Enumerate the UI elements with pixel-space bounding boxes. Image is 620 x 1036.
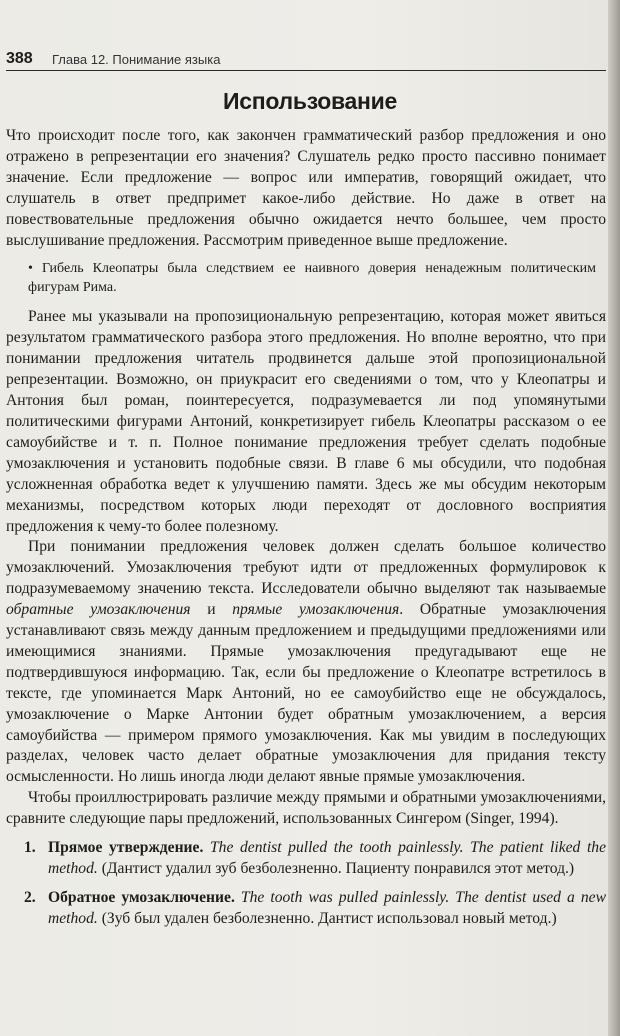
paragraph-propositional: Ранее мы указывали на пропозициональную репрезентацию, которая может явиться результатом грамматического разбора этого предложения. Но вполне вероятно, что при понимании предложения читатель продвинется дальше этой пропозициональной репрезентации. Возможно, он приукрасит его сведениями о том, что у Клеопатры и Антония был роман, поинтересуется, подразумевается ли под упомянутыми политическими фигурами Антоний, конкретизирует гибель Клеопатры рассказом о ее самоубийстве и т. п. Полное понимание предложения требует сделать подобные умозаключения и установить подобные связи. В главе 6 мы обсудили, что подобная усложненная обработка ведет к улучшению памяти. Здесь же мы обсудим некоторым механизмы, посредством которых люди переходят от дословного восприятия предложения к чему-то более полезному. bbox=[6, 308, 606, 535]
text-run: При понимании предложения человек должен сделать большое количество умозаключений. Умозаключения требуют идти от предложенных формулировок к подразумеваемому значению текста. Исследователи обычно выделяют так называемые bbox=[6, 538, 606, 598]
example-sentence: • Гибель Клеопатры была следствием ее наивного доверия ненадежным политическим фигурам Рима. bbox=[28, 261, 596, 296]
section-title: Использование bbox=[223, 88, 397, 114]
page-edge-shadow bbox=[608, 0, 620, 1036]
term-forward-inference: прямые умозаключения bbox=[232, 601, 400, 619]
paragraph-inferences bbox=[6, 537, 606, 788]
page-number: 388 bbox=[6, 50, 33, 67]
text-run: . Обратные умозаключения устанавливают связь между данным предложением и предыдущими предложениями или имеющимися знаниями. Прямые умозаключения предугадывают еще не подтвердившуюся информацию. Так, если бы предложение о Клеопатре встретилось в тексте, где упоминается Марк Антоний, но ее самоубийство еще не обсуждалось, умозаключение о Марке Антонии будет обратным умозаключением, а версия самоубийства — примером прямого умозаключения. Как мы увидим в последующих разделах, человек часто делает обратные умозаключения для придания тексту осмысленности. Но лишь иногда люди делают явные прямые умозаключения. bbox=[6, 601, 607, 786]
list-label: Обратное умозаключение bbox=[48, 888, 231, 906]
list-item: 2. Обратное умозаключение. The tooth was pulled painlessly. The dentist used a new method. (Зуб был удален безболезненно. Дантист использовал новый метод.) bbox=[24, 888, 607, 927]
russian-translation: (Зуб был удален безболезненно. Дантист использовал новый метод.) bbox=[97, 909, 557, 927]
running-header bbox=[6, 48, 606, 71]
list-item: 1. Прямое утверждение. The dentist pulled the tooth painlessly. The patient liked the method. (Дантист удалил зуб безболезненно. Пациенту понравился этот метод.) bbox=[24, 839, 607, 877]
list-label: Прямое утверждение bbox=[48, 839, 200, 857]
term-backward-inference: обратные умозаключения bbox=[6, 601, 191, 619]
paragraph-illustration: Чтобы проиллюстрировать различие между прямыми и обратными умозаключениями, сравните следующие пары предложений, использованных Сингером (Singer, 1994). bbox=[6, 789, 606, 828]
chapter-title: Глава 12. Понимание языка bbox=[52, 52, 221, 67]
english-example: The dentist pulled the tooth painlessly. The patient liked the method. bbox=[48, 839, 607, 877]
list-number: 2. bbox=[24, 888, 36, 906]
paragraph-intro: Что происходит после того, как закончен грамматический разбор предложения и оно отражено в репрезентации его значения? Слушатель редко просто пассивно понимает значение. Если предложение — вопрос или императив, говорящий ожидает, что слушатель в ответ предпримет какое-либо действие. Но даже в ответ на повествовательные предложения обычно ожидается нечто большее, чем просто выслушивание предложения. Рассмотрим приведенное выше предложение. bbox=[6, 127, 606, 249]
russian-translation: (Дантист удалил зуб безболезненно. Пациенту понравился этот метод.) bbox=[97, 860, 575, 877]
text-run: и bbox=[190, 601, 233, 619]
list-number: 1. bbox=[24, 839, 36, 857]
example-list bbox=[6, 838, 606, 930]
english-example: The tooth was pulled painlessly. The dentist used a new method. bbox=[48, 888, 607, 927]
body-text bbox=[6, 126, 606, 938]
